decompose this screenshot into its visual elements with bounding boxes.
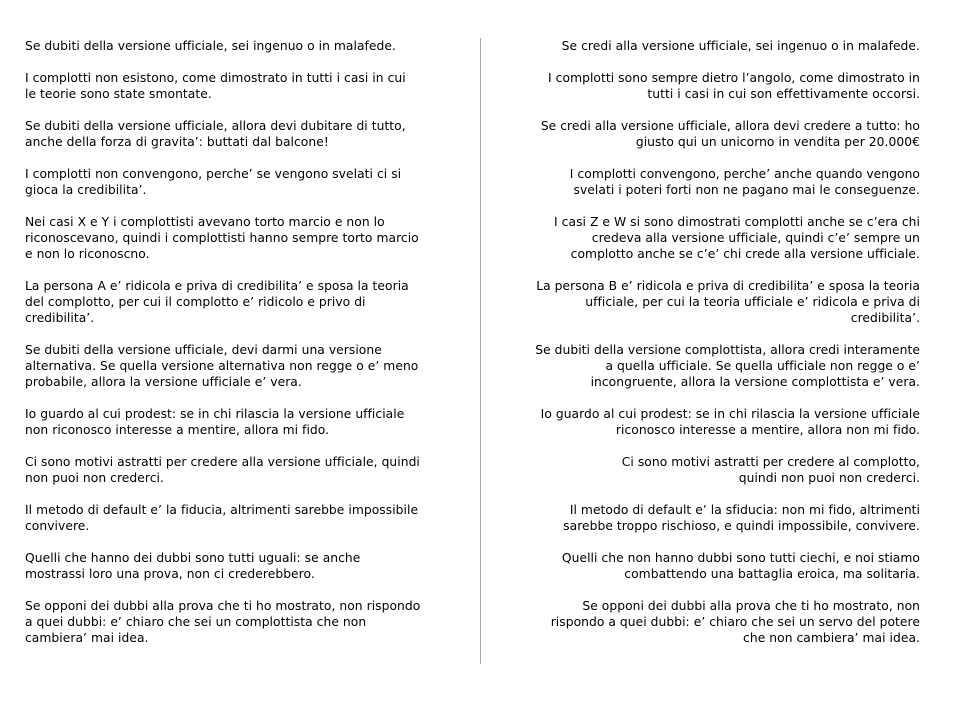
left-paragraph-4: I complotti non convengono, perche’ se vengono svelati ci si gioca la credibilita’. <box>25 167 402 197</box>
left-paragraph-2: I complotti non esistono, come dimostrato in tutti i casi in cui le teorie sono state smontate. <box>25 71 406 101</box>
column-divider <box>480 38 481 664</box>
right-paragraph-9: Ci sono motivi astratti per credere al complotto, quindi non puoi non crederci. <box>621 455 920 485</box>
right-paragraph-8: Io guardo al cui prodest: se in chi rilascia la versione ufficiale riconosco interesse a mentire, allora non mi fido. <box>540 407 920 437</box>
left-paragraph-11: Quelli che hanno dei dubbi sono tutti uguali: se anche mostrassi loro una prova, non ci crederebbero. <box>25 551 361 581</box>
left-paragraph-6: La persona A e’ ridicola e priva di credibilita’ e sposa la teoria del complotto, per cui il complotto e’ ridicolo e privo di credibilita’. <box>25 279 409 325</box>
left-paragraph-3: Se dubiti della versione ufficiale, allora devi dubitare di tutto, anche della forza di gravita’: buttati dal balcone! <box>25 119 406 149</box>
left-paragraph-5: Nei casi X e Y i complottisti avevano torto marcio e non lo riconoscevano, quindi i complottisti hanno sempre torto marcio e non lo riconoscno. <box>25 215 419 261</box>
left-column <box>25 38 457 662</box>
left-paragraph-10: Il metodo di default e’ la fiducia, altrimenti sarebbe impossibile convivere. <box>25 503 419 533</box>
left-paragraph-9: Ci sono motivi astratti per credere alla versione ufficiale, quindi non puoi non crederci. <box>25 455 420 485</box>
right-paragraph-2: I complotti sono sempre dietro l’angolo, come dimostrato in tutti i casi in cui son effettivamente occorsi. <box>548 71 920 101</box>
right-paragraph-3: Se credi alla versione ufficiale, allora devi credere a tutto: ho giusto qui un unicorno in vendita per 20.000€ <box>540 119 920 149</box>
left-paragraph-1: Se dubiti della versione ufficiale, sei ingenuo o in malafede. <box>25 39 396 53</box>
right-paragraph-11: Quelli che non hanno dubbi sono tutti ciechi, e noi stiamo combattendo una battaglia eroica, ma solitaria. <box>561 551 920 581</box>
right-paragraph-6: La persona B e’ ridicola e priva di credibilita’ e sposa la teoria ufficiale, per cui la teoria ufficiale e’ ridicola e priva di credibilita’. <box>536 279 920 325</box>
right-paragraph-1: Se credi alla versione ufficiale, sei ingenuo o in malafede. <box>561 39 920 53</box>
right-paragraph-12: Se opponi dei dubbi alla prova che ti ho mostrato, non rispondo a quei dubbi: e’ chiaro che sei un servo del potere che non cambiera’ mai idea. <box>550 599 920 645</box>
right-paragraph-4: I complotti convengono, perche’ anche quando vengono svelati i poteri forti non ne pagano mai le conseguenze. <box>569 167 920 197</box>
right-paragraph-10: Il metodo di default e’ la sfiducia: non mi fido, altrimenti sarebbe troppo rischioso, e quindi impossibile, convivere. <box>563 503 920 533</box>
left-paragraph-8: Io guardo al cui prodest: se in chi rilascia la versione ufficiale non riconosco interesse a mentire, allora mi fido. <box>25 407 405 437</box>
left-paragraph-7: Se dubiti della versione ufficiale, devi darmi una versione alternativa. Se quella versione alternativa non regge o e’ meno probabile, allora la versione ufficiale e’ vera. <box>25 343 419 389</box>
left-paragraph-12: Se opponi dei dubbi alla prova che ti ho mostrato, non rispondo a quei dubbi: e’ chiaro che sei un complottista che non cambiera’ mai idea. <box>25 599 421 645</box>
right-paragraph-5: I casi Z e W si sono dimostrati complotti anche se c’era chi credeva alla versione ufficiale, quindi c’e’ sempre un complotto anche se c’e’ chi crede alla versione ufficiale. <box>554 215 920 261</box>
right-column <box>498 38 920 662</box>
right-paragraph-7: Se dubiti della versione complottista, allora credi interamente a quella ufficiale. Se quella ufficiale non regge o e’ incongruente, allora la versione complottista e’ vera. <box>535 343 920 389</box>
